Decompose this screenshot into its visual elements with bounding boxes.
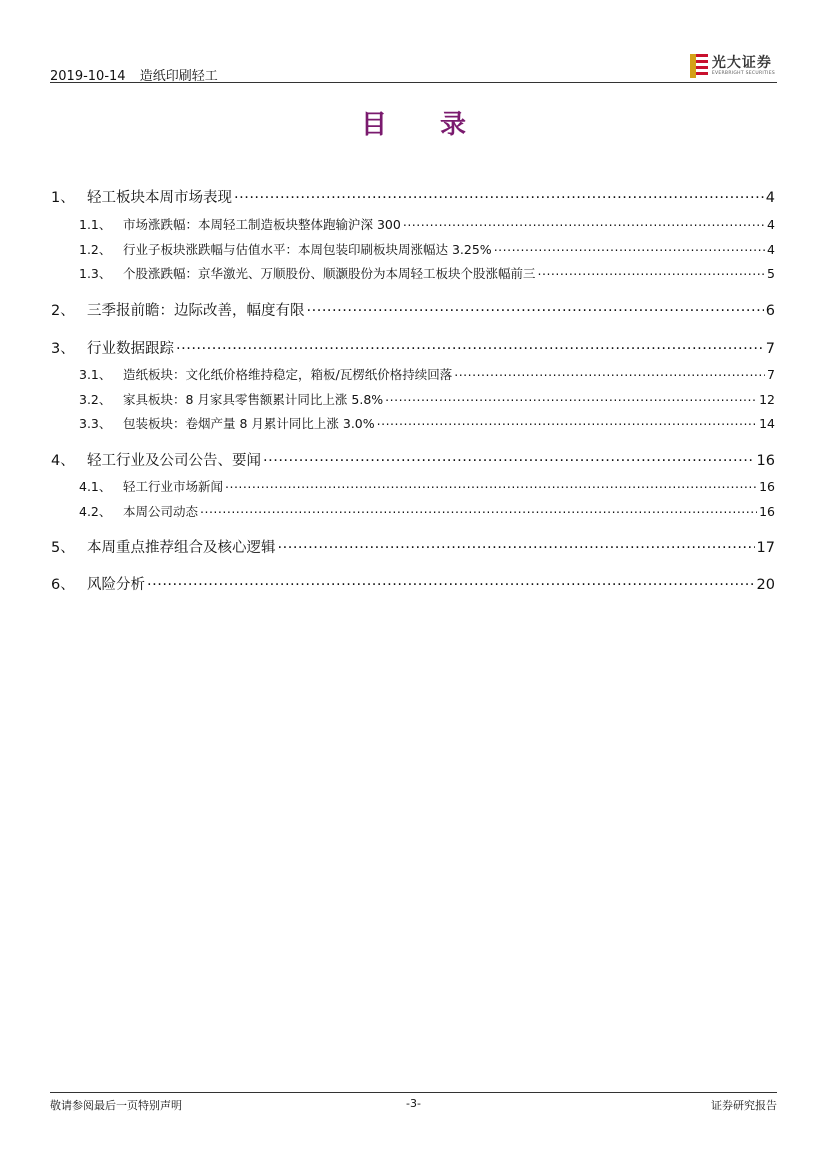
page-header — [50, 50, 777, 82]
toc-page: 4 — [767, 242, 775, 257]
toc-entry-3[interactable] — [51, 337, 775, 358]
toc-page: 16 — [759, 479, 775, 494]
toc-text: 造纸板块：文化纸价格维持稳定，箱板/瓦楞纸价格持续回落 — [123, 367, 453, 382]
toc-entry-4[interactable] — [51, 449, 775, 470]
page-title: 目 录 — [360, 110, 489, 140]
toc-entry-1-1[interactable] — [51, 215, 775, 233]
toc-text: 三季报前瞻：边际改善，幅度有限 — [87, 303, 305, 319]
toc-leader — [377, 416, 757, 429]
logo-cn-text: 光大证券 — [711, 54, 772, 71]
toc-number: 4.2、 — [79, 504, 112, 519]
report-sector: 造纸印刷轻工 — [139, 69, 218, 84]
toc-text: 个股涨跌幅：京华激光、万顺股份、顺灏股份为本周轻工板块个股涨幅前三 — [123, 266, 536, 281]
toc-entry-2[interactable] — [51, 299, 775, 320]
toc-text: 家具板块：8 月家具零售额累计同比上涨 5.8% — [123, 392, 384, 407]
toc-leader — [538, 266, 766, 279]
toc-number: 3.3、 — [79, 416, 112, 431]
toc-leader — [147, 575, 755, 590]
toc-page: 17 — [756, 540, 775, 556]
toc-number: 4.1、 — [79, 479, 112, 494]
toc-page: 16 — [756, 453, 775, 469]
toc-number: 1.3、 — [79, 266, 112, 281]
toc-page: 4 — [765, 190, 775, 206]
footer-report-type: 证券研究报告 — [711, 1099, 777, 1112]
toc-entry-3-2[interactable] — [51, 390, 775, 408]
toc-leader — [278, 538, 755, 553]
toc-entry-4-2[interactable] — [51, 502, 775, 520]
toc-entry-3-1[interactable] — [51, 365, 775, 383]
toc-text: 包装板块：卷烟产量 8 月累计同比上涨 3.0% — [123, 416, 375, 431]
page-number: -3- — [406, 1097, 421, 1110]
toc-page: 7 — [765, 341, 775, 357]
toc-page: 5 — [767, 266, 775, 281]
toc-number: 1、 — [51, 190, 75, 206]
toc-leader — [234, 188, 764, 203]
toc-page: 6 — [765, 303, 775, 319]
page-footer — [50, 1097, 777, 1113]
toc-entry-3-3[interactable] — [51, 414, 775, 432]
toc-number: 2、 — [51, 303, 75, 319]
toc-text: 本周重点推荐组合及核心逻辑 — [87, 540, 276, 556]
toc-leader — [225, 479, 757, 492]
toc-text: 轻工行业及公司公告、要闻 — [87, 453, 261, 469]
toc-number: 1.1、 — [79, 217, 112, 232]
logo-en-text: EVERBRIGHT SECURITIES — [711, 70, 775, 76]
toc-leader — [176, 339, 764, 354]
header-divider — [50, 82, 777, 83]
toc-leader — [263, 451, 755, 466]
toc-number: 3.2、 — [79, 392, 112, 407]
toc-text: 轻工板块本周市场表现 — [87, 190, 232, 206]
toc-page: 12 — [759, 392, 775, 407]
toc-page: 14 — [759, 416, 775, 431]
toc-leader — [307, 301, 764, 316]
toc-page: 16 — [759, 504, 775, 519]
toc-entry-1-2[interactable] — [51, 240, 775, 258]
footer-disclaimer-link[interactable]: 敬请参阅最后一页特别声明 — [50, 1099, 182, 1112]
toc-leader — [385, 392, 757, 405]
toc-leader — [403, 217, 765, 230]
toc-entry-6[interactable] — [51, 573, 775, 594]
toc-page: 4 — [767, 217, 775, 232]
toc-text: 市场涨跌幅：本周轻工制造板块整体跑输沪深 300 — [123, 217, 401, 232]
toc-page: 7 — [767, 367, 775, 382]
toc-page: 20 — [756, 577, 775, 593]
toc-number: 1.2、 — [79, 242, 112, 257]
toc-entry-1[interactable] — [51, 186, 775, 207]
toc-leader — [494, 242, 765, 255]
logo-mark-icon — [690, 54, 708, 78]
toc-entry-5[interactable] — [51, 536, 775, 557]
toc-entry-1-3[interactable] — [51, 264, 775, 282]
toc-number: 6、 — [51, 577, 75, 593]
toc-entry-4-1[interactable] — [51, 477, 775, 495]
toc-text: 轻工行业市场新闻 — [123, 479, 224, 494]
toc-number: 4、 — [51, 453, 75, 469]
toc-leader — [454, 367, 765, 380]
footer-divider — [50, 1092, 777, 1093]
toc-leader — [200, 504, 757, 517]
toc-number: 3.1、 — [79, 367, 112, 382]
toc-number: 3、 — [51, 341, 75, 357]
everbright-logo — [690, 52, 775, 80]
toc-text: 行业子板块涨跌幅与估值水平：本周包装印刷板块周涨幅达 3.25% — [123, 242, 492, 257]
toc-text: 行业数据跟踪 — [87, 341, 174, 357]
toc-text: 本周公司动态 — [123, 504, 199, 519]
report-date: 2019-10-14 — [50, 69, 126, 84]
toc-text: 风险分析 — [87, 577, 145, 593]
toc-number: 5、 — [51, 540, 75, 556]
